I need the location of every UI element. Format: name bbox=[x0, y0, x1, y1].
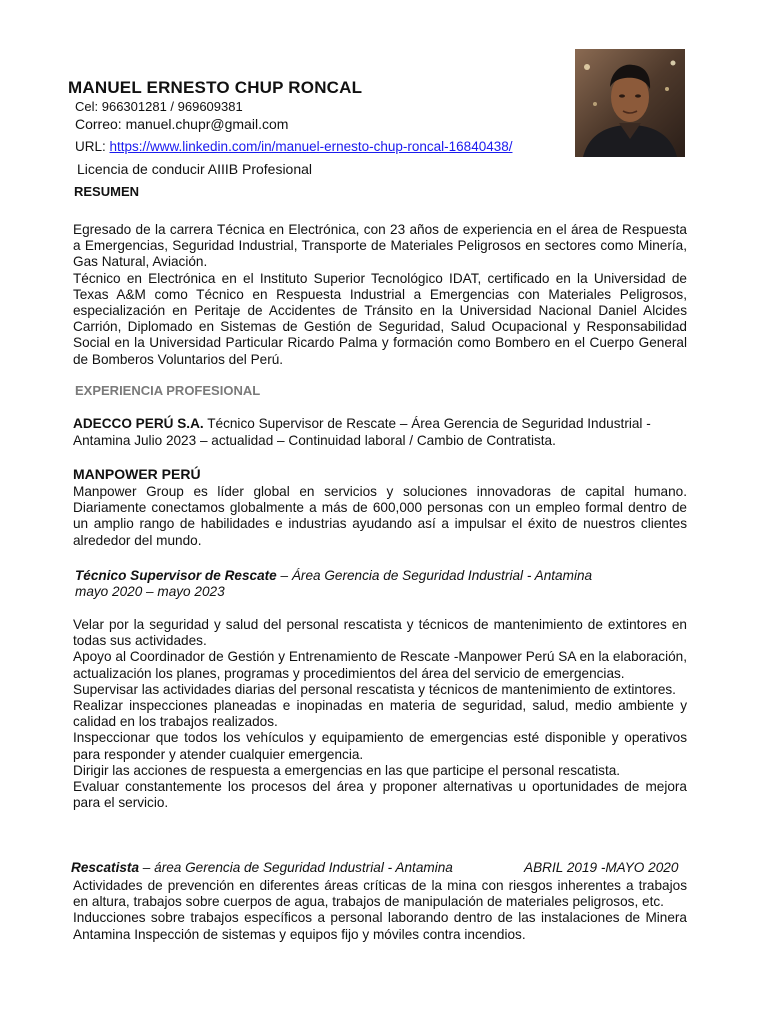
duty-item: Realizar inspecciones planeadas e inopinadas en materia de seguridad, salud, medio ambiente y calidad en los trabajos realizados. bbox=[73, 698, 687, 730]
manpower-role-title: Técnico Supervisor de Rescate bbox=[75, 568, 277, 583]
profile-photo bbox=[575, 49, 685, 157]
rescatista-section bbox=[73, 878, 687, 943]
adecco-role: Técnico Supervisor de Rescate – Área Gerencia de Seguridad Industrial - bbox=[203, 416, 651, 431]
summary-section bbox=[73, 222, 687, 368]
duty-item: Dirigir las acciones de respuesta a emergencias en las que participe el personal rescatista. bbox=[73, 762, 621, 778]
adecco-line-2: Antamina Julio 2023 – actualidad – Continuidad laboral / Cambio de Contratista. bbox=[73, 433, 556, 448]
summary-paragraph-2: Técnico en Electrónica en el Instituto Superior Tecnológico IDAT, certificado en la Universidad de Texas A&M como Técnico en Respuesta Industrial a Emergencias con Materiales Peligrosos, especialización en Peritaje de Accidentes de Tránsito en la Universidad Nacional Daniel Alcides Carrión, Diplomado en Sistemas de Gestión de Seguridad, Salud Ocupacional y Responsabilidad Social en la Universidad Particular Ricardo Palma y formación como Bombero en el Cuerpo General de Bomberos Voluntarios del Perú. bbox=[73, 270, 687, 367]
duty-item: Apoyo al Coordinador de Gestión y Entrenamiento de Rescate -Manpower Perú SA en la elaboración, actualización los planes, programas y procedimientos del área del servicio de emergencias. bbox=[73, 649, 687, 681]
rescatista-dates: ABRIL 2019 -MAYO 2020 bbox=[524, 860, 679, 875]
rescatista-role-title: Rescatista bbox=[71, 860, 140, 875]
rescatista-paragraph-1: Actividades de prevención en diferentes áreas críticas de la mina con riesgos inherentes a trabajos en altura, trabajos sobre cuerpos de agua, trabajos de manipulación de materiales peligrosos, etc. bbox=[73, 878, 687, 910]
manpower-duties bbox=[73, 617, 687, 811]
manpower-description: Manpower Group es líder global en servicios y soluciones innovadoras de capital humano. Diariamente conectamos globalmente a más de 600,000 personas con un empleo formal dentro de un amplio rango de habilidades e industrias ayudando así a impulsar el éxito de nuestros clientes alrededor del mundo. bbox=[73, 484, 687, 548]
adecco-company: ADECCO PERÚ S.A. bbox=[73, 416, 204, 431]
url-label: URL: bbox=[75, 139, 110, 154]
manpower-role-dates: mayo 2020 – mayo 2023 bbox=[75, 584, 225, 599]
rescatista-role-line bbox=[71, 860, 453, 875]
rescatista-role-area: – área Gerencia de Seguridad Industrial - Antamina bbox=[139, 860, 453, 875]
summary-paragraph-1: Egresado de la carrera Técnica en Electrónica, con 23 años de experiencia en el área de Respuesta a Emergencias, Seguridad Industrial, Transporte de Materiales Peligrosos en sectores como Minería, Gas Natural, Aviación. bbox=[73, 222, 687, 270]
url-line bbox=[75, 139, 512, 154]
candidate-name: MANUEL ERNESTO CHUP RONCAL bbox=[68, 78, 363, 97]
manpower-company: MANPOWER PERÚ bbox=[73, 466, 201, 482]
summary-heading: RESUMEN bbox=[74, 184, 140, 199]
license-line: Licencia de conducir AIIIB Profesional bbox=[77, 161, 313, 177]
email-line: Correo: manuel.chupr@gmail.com bbox=[75, 116, 289, 132]
duty-item: Evaluar constantemente los procesos del área y proponer alternativas u oportunidades de mejora para el servicio. bbox=[73, 779, 687, 811]
duty-item: Inspeccionar que todos los vehículos y equipamiento de emergencias esté disponible y operativos para responder y atender cualquier emergencia. bbox=[73, 730, 687, 762]
adecco-line-1 bbox=[73, 416, 651, 431]
linkedin-link[interactable]: https://www.linkedin.com/in/manuel-ernesto-chup-roncal-16840438/ bbox=[109, 139, 513, 154]
experience-heading: EXPERIENCIA PROFESIONAL bbox=[75, 383, 261, 398]
rescatista-paragraph-2: Inducciones sobre trabajos específicos a personal laborando dentro de las instalaciones de Minera Antamina Inspección de sistemas y equipos fijo y móviles contra incendios. bbox=[73, 910, 687, 942]
duty-item: Velar por la seguridad y salud del personal rescatista y técnicos de mantenimiento de extintores en todas sus actividades. bbox=[73, 617, 687, 649]
phone-line: Cel: 966301281 / 969609381 bbox=[75, 99, 243, 114]
manpower-role-area: – Área Gerencia de Seguridad Industrial - Antamina bbox=[276, 568, 593, 583]
duty-item: Supervisar las actividades diarias del personal rescatista y técnicos de mantenimiento de extintores. bbox=[73, 681, 676, 697]
manpower-role-line bbox=[75, 568, 592, 583]
portrait-image bbox=[575, 49, 685, 157]
